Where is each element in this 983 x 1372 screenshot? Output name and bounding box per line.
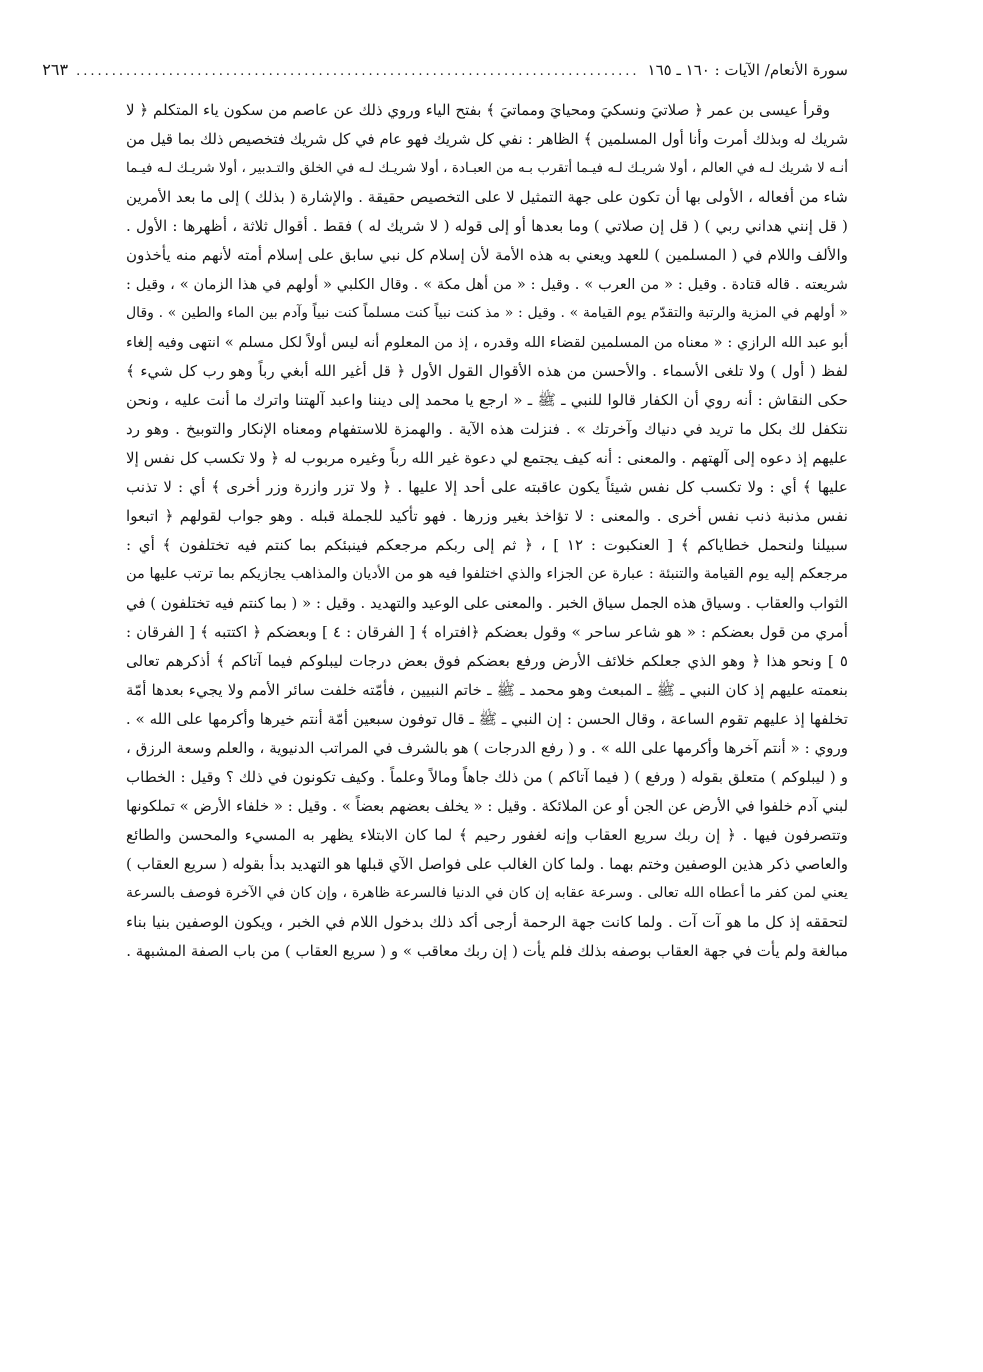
text-line: لفظ ( أول ) ولا تلغى الأسماء . والأحسن من هذه الأقوال القول الأول ﴿ قل أغير الله أبغي رباً وهو رب كل شيء ﴾ (126, 362, 848, 380)
commentary-text (126, 96, 848, 966)
text-line: نفس مذنبة ذنب نفس أخرى . والمعنى : لا تؤاخذ بغير وزرها . فهو تأكيد للجملة قبله . وهو جواب لقولهم ﴿ اتبعوا (126, 507, 848, 525)
text-line: شاء من أفعاله ، الأولى بها أن تكون على جهة التمثيل لا على التخصيص حقيقة . والإشارة ( بذلك ) إلى ما بعد الأمرين (126, 188, 848, 206)
dot-leader: ............................................................................... (76, 64, 640, 79)
text-line: وقرأ عيسى بن عمر ﴿ صلاتيَ ونسكيَ ومحيايَ ومماتيَ ﴾ بفتح الياء وروي ذلك عن عاصم من سكون ياء المتكلم ﴿ لا (126, 101, 830, 119)
text-line: لبني آدم خلفوا في الأرض عن الجن أو عن الملائكة . وقيل : « يخلف بعضهم بعضاً » . وقيل : « خلفاء الأرض » تملكونها (126, 798, 848, 815)
text-line: لتحققه إذ كل ما هو آت آت . ولما كانت جهة الرحمة أرجى أكد ذلك بدخول اللام في الخبر ، ويكون الوصفين بنيا بناء (126, 913, 848, 931)
text-line: الثواب والعقاب . وسياق هذه الجمل سياق الخبر . والمعنى على الوعيد والتهديد . وقيل : « ( بما كنتم فيه تختلفون ) في (126, 595, 848, 612)
text-line: نتكفل لك بكل ما تريد في دنياك وآخرتك » . فنزلت هذه الآية . والهمزة للاستفهام ومعناه الإنكار والتوبيخ . وهو رد (126, 420, 848, 438)
text-line: شريعته . قاله قتادة . وقيل : « من العرب » . وقيل : « من أهل مكة » . وقال الكلبي « أولهم في هذا الزمان » ، وقيل : (126, 276, 848, 293)
book-page (42, 60, 848, 966)
text-line: حكى النقاش : أنه روي أن الكفار قالوا للنبي ـ ﷺ ـ « ارجع يا محمد إلى ديننا واعبد آلهتنا واترك ما أنت عليه ، ونحن (126, 391, 848, 409)
chapter-title: سورة الأنعام/ الآيات : ١٦٠ ـ ١٦٥ (647, 61, 848, 79)
text-line: وتتصرفون فيها . ﴿ إن ربك سريع العقاب وإنه لغفور رحيم ﴾ لما كان الابتلاء يظهر به المسيء والمحسن والطائع (126, 826, 848, 844)
text-line: أبو عبد الله الرازي : « معناه من المسلمين لقضاء الله وقدره ، إذ من المعلوم أنه ليس أولاً لكل مسلم » انتهى وفيه إلغاء (126, 334, 848, 351)
running-header (42, 60, 848, 86)
text-line: عليهم إذ دعوه إلى آلهتهم . والمعنى : أنه كيف يجتمع لي دعوة غير الله رباً وغيره مربوب له ﴿ ولا تكسب كل نفس إلا (126, 449, 848, 467)
text-line: والألف واللام في ( المسلمين ) للعهد ويعني به هذه الأمة لأن إسلام كل نبي سابق على إسلام أمته لأنهم منه يأخذون (126, 246, 848, 264)
text-line: و ( ليبلوكم ) متعلق بقوله ( ورفع ) ( فيما آتاكم ) من ذلك جاهاً ومالاً وعلماً . وكيف تكونون في ذلك ؟ وقيل : الخطاب (126, 768, 848, 786)
text-line: أنـه لا شريك لـه في العالم ، أولا شريـك لـه فيـما أتقرب بـه من العبـادة ، أولا شريـك لـه في الخلق والتـدبير ، أولا شريـك لـه فيـما (125, 160, 848, 176)
text-line: وروي : « أنتم آخرها وأكرمها على الله » . و ( رفع الدرجات ) هو بالشرف في المراتب الدنيوية ، والعلم وسعة الرزق ، (126, 739, 848, 757)
text-line: مبالغة ولم يأت في جهة العقاب بوصفه بذلك فلم يأت ( إن ربك معاقب » و ( سريع العقاب ) من باب الصفة المشبهة . (126, 942, 848, 960)
text-line: يعني لمن كفر ما أعطاه الله تعالى . وسرعة عقابه إن كان في الدنيا فالسرعة ظاهرة ، وإن كان في الآخرة فوصف بالسرعة (126, 885, 848, 901)
page-number: ٢٦٣ (42, 60, 69, 79)
text-line: ٥ ] ونحو هذا ﴿ وهو الذي جعلكم خلائف الأرض ورفع بعضكم فوق بعض درجات ليبلوكم فيما آتاكم ﴾ أذكرهم تعالى (126, 652, 848, 670)
text-line: بنعمته عليهم إذ كان النبي ـ ﷺ ـ المبعث وهو محمد ـ ﷺ ـ خاتم النبيين ، فأمّته خلفت سائر الأمم ولا يجيء بعدها أمّة (126, 681, 848, 699)
text-line: أمري من قول بعضكم : « هو شاعر ساحر » وقول بعضكم ﴿افتراه ﴾ [ الفرقان : ٤ ] وبعضكم ﴿ اكتتبه ﴾ [ الفرقان : (126, 623, 848, 641)
text-line: والعاصي ذكر هذين الوصفين وختم بهما . ولما كان الغالب على فواصل الآي قبلها هو التهديد بدأ بقوله ( سريع العقاب ) (126, 855, 848, 873)
text-line: « أولهم في المزية والرتبة والتقدّم يوم القيامة » . وقيل : « مذ كنت نبياً كنت مسلماً كنت نبياً وآدم بين الماء والطين » . وقال (126, 305, 848, 321)
text-line: عليها ﴾ أي : ولا تكسب كل نفس شيئاً يكون عاقبته على أحد إلا عليها . ﴿ ولا تزر وازرة وزر أخرى ﴾ أي : لا تذنب (126, 478, 848, 496)
text-line: تخلفها إذ عليهم تقوم الساعة ، وقال الحسن : إن النبي ـ ﷺ ـ قال توفون سبعين أمّة أنتم خيرها وأكرمها على الله » . (125, 710, 848, 728)
text-line: مرجعكم إليه يوم القيامة والتنبئة : عبارة عن الجزاء والذي اختلفوا فيه هو من الأديان والمذاهب يجازيكم بما ترتب عليها من (126, 566, 848, 582)
text-line: ( قل إنني هداني ربي ) ( قل إن صلاتي ) وما بعدها أو إلى قوله ( لا شريك له ) فقط . أقوال ثلاثة ، أظهرها : الأول . (126, 217, 848, 235)
text-line: سبيلنا ولنحمل خطاياكم ﴾ [ العنكبوت : ١٢ ] ، ﴿ ثم إلى ربكم مرجعكم فينبئكم بما كنتم فيه تختلفون ﴾ أي : (126, 536, 848, 554)
text-line: شريك له وبذلك أمرت وأنا أول المسلمين ﴾ الظاهر : نفي كل شريك فهو عام في كل شريك فتخصيص ذلك بما قيل من (126, 131, 848, 148)
